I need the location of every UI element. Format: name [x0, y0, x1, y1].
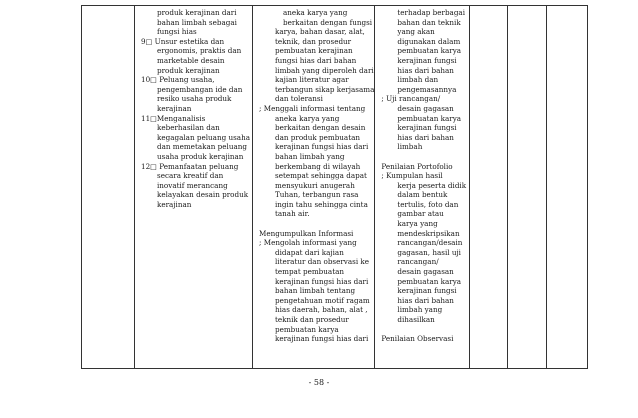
text-line: teknik dan prosedur — [275, 315, 349, 324]
text-line — [259, 219, 374, 229]
text-line: digunakan dalam — [397, 36, 461, 46]
text-line: mendeskripsikan — [397, 228, 460, 238]
text-line: pembuatan karya — [397, 113, 462, 123]
text-line: marketable desain — [157, 55, 225, 65]
text-line: kerajinan fungsi — [397, 123, 457, 133]
text-line: limbah yang diperoleh dari — [275, 65, 374, 75]
text-line: hias daerah, bahan, alat , — [275, 305, 368, 315]
text-line: pembuatan karya — [275, 324, 339, 334]
assessment-list — [375, 6, 469, 344]
text-line: fungsi hias dari bahan — [275, 55, 357, 65]
text-line: pembuatan kerajinan — [275, 46, 353, 56]
text-line: produk kerajinan — [157, 65, 220, 75]
text-line: ; Kumpulan hasil — [381, 171, 443, 181]
text-line: kajian literatur agar — [275, 75, 349, 85]
activities-cell — [253, 6, 375, 369]
empty-cell — [82, 6, 135, 369]
text-line: kerja peserta didik — [397, 180, 467, 190]
table-row — [82, 6, 588, 369]
text-line: dalam bentuk — [397, 190, 448, 200]
text-line: ingin tahu sehingga cinta — [275, 199, 368, 209]
text-line: kerajinan fungsi hias dari — [275, 276, 369, 286]
text-line: kerajinan fungsi hias dari — [275, 142, 369, 152]
text-line — [381, 325, 469, 335]
text-line: ergonomis, praktis dan — [157, 46, 242, 56]
text-line: ; Menggali informasi tentang — [259, 103, 366, 113]
text-line: keberhasilan dan — [157, 123, 220, 133]
text-line: berkaitan dengan fungsi — [283, 17, 373, 27]
assessment-cell — [375, 6, 470, 369]
text-line: pengetahuan motif ragam — [275, 295, 370, 305]
text-line: limbah yang — [397, 305, 443, 315]
empty-cell — [547, 6, 588, 369]
text-line: limbah — [397, 142, 423, 152]
text-line: berkembang di wilayah — [275, 161, 361, 171]
text-line: tempat pembuatan — [275, 267, 345, 277]
text-line: usaha produk kerajinan — [157, 151, 244, 161]
text-line: pengemasannya — [397, 84, 457, 94]
text-line: 9□ Unsur estetika dan — [141, 36, 225, 46]
text-line: resiko usaha produk — [157, 94, 232, 104]
text-line: dan memetakan peluang — [157, 142, 247, 152]
text-line: bahan limbah tentang — [275, 286, 356, 296]
text-line: setempat sehingga dapat — [275, 171, 367, 181]
text-line: rancangan/desain — [397, 238, 463, 248]
text-line: karya yang — [397, 219, 438, 229]
material-cell — [135, 6, 253, 369]
text-line: literatur dan observasi ke — [275, 257, 370, 267]
text-line: kerajinan — [157, 199, 192, 209]
text-line: 10□ Peluang usaha, — [141, 75, 215, 85]
text-line: rancangan/ — [397, 257, 439, 267]
text-line: didapat dari kajian — [275, 247, 344, 257]
text-line: kerajinan — [157, 103, 192, 113]
text-line: kerajinan fungsi hias dari — [275, 334, 369, 344]
text-line: karya, bahan dasar, alat, — [275, 27, 365, 37]
text-line: bahan dan teknik — [397, 17, 461, 27]
text-line: tertulis, foto dan — [397, 199, 459, 209]
text-line: terbangun sikap kerjasama — [275, 84, 375, 94]
text-line: fungsi hias — [157, 27, 197, 37]
text-line: 12□ Pemanfaatan peluang — [141, 161, 239, 171]
text-line: ; Mengolah informasi yang — [259, 238, 357, 248]
text-line: kegagalan peluang usaha — [157, 132, 250, 142]
text-line: ; Uji rancangan/ — [381, 94, 441, 104]
text-line: terhadap berbagai — [397, 8, 466, 17]
text-line: gagasan, hasil uji — [397, 247, 461, 257]
empty-cell — [508, 6, 547, 369]
text-line: hias dari bahan — [397, 65, 454, 75]
text-line: gambar atau — [397, 209, 444, 219]
text-line: Penilaian Portofolio — [381, 161, 453, 171]
text-line: teknik, dan prosedur — [275, 36, 352, 46]
text-line: aneka karya yang — [275, 113, 340, 123]
text-line: Tuhan, terbangun rasa — [275, 190, 359, 200]
text-line: Mengumpulkan Informasi — [259, 228, 354, 238]
text-line: secara kreatif dan — [157, 171, 224, 181]
text-line: produk kerajinan dari — [157, 8, 237, 17]
page-number: - 58 - — [308, 378, 330, 387]
text-line: pembuatan karya — [397, 46, 462, 56]
text-line: limbah dan — [397, 75, 439, 85]
text-line: mensyukuri anugerah — [275, 180, 355, 190]
text-line: pembuatan karya — [397, 276, 462, 286]
text-line: berkaitan dengan desain — [275, 123, 366, 133]
material-list — [135, 6, 252, 209]
text-line: pengembangan ide dan — [157, 84, 243, 94]
text-line: kerajinan fungsi — [397, 286, 457, 296]
text-line: dan produk pembuatan — [275, 132, 361, 142]
text-line: hias dari bahan — [397, 132, 454, 142]
text-line: 11□Menganalisis — [141, 113, 206, 123]
text-line: hias dari bahan — [397, 295, 454, 305]
text-line: kerajinan fungsi — [397, 55, 457, 65]
text-line: dan toleransi — [275, 94, 323, 104]
text-line: inovatif merancang — [157, 180, 228, 190]
activities-list — [253, 6, 374, 344]
syllabus-table — [81, 5, 588, 369]
text-line: aneka karya yang — [283, 8, 348, 17]
text-line: bahan limbah yang — [275, 151, 345, 161]
text-line: desain gagasan — [397, 103, 454, 113]
empty-cell — [470, 6, 508, 369]
text-line: tanah air. — [275, 209, 310, 219]
text-line: Penilaian Observasi — [381, 334, 454, 344]
text-line: dihasilkan — [397, 315, 435, 324]
text-line: kelayakan desain produk — [157, 190, 249, 200]
text-line — [381, 152, 469, 162]
text-line: desain gagasan — [397, 267, 454, 277]
text-line: bahan limbah sebagai — [157, 17, 237, 27]
text-line: yang akan — [397, 27, 435, 37]
